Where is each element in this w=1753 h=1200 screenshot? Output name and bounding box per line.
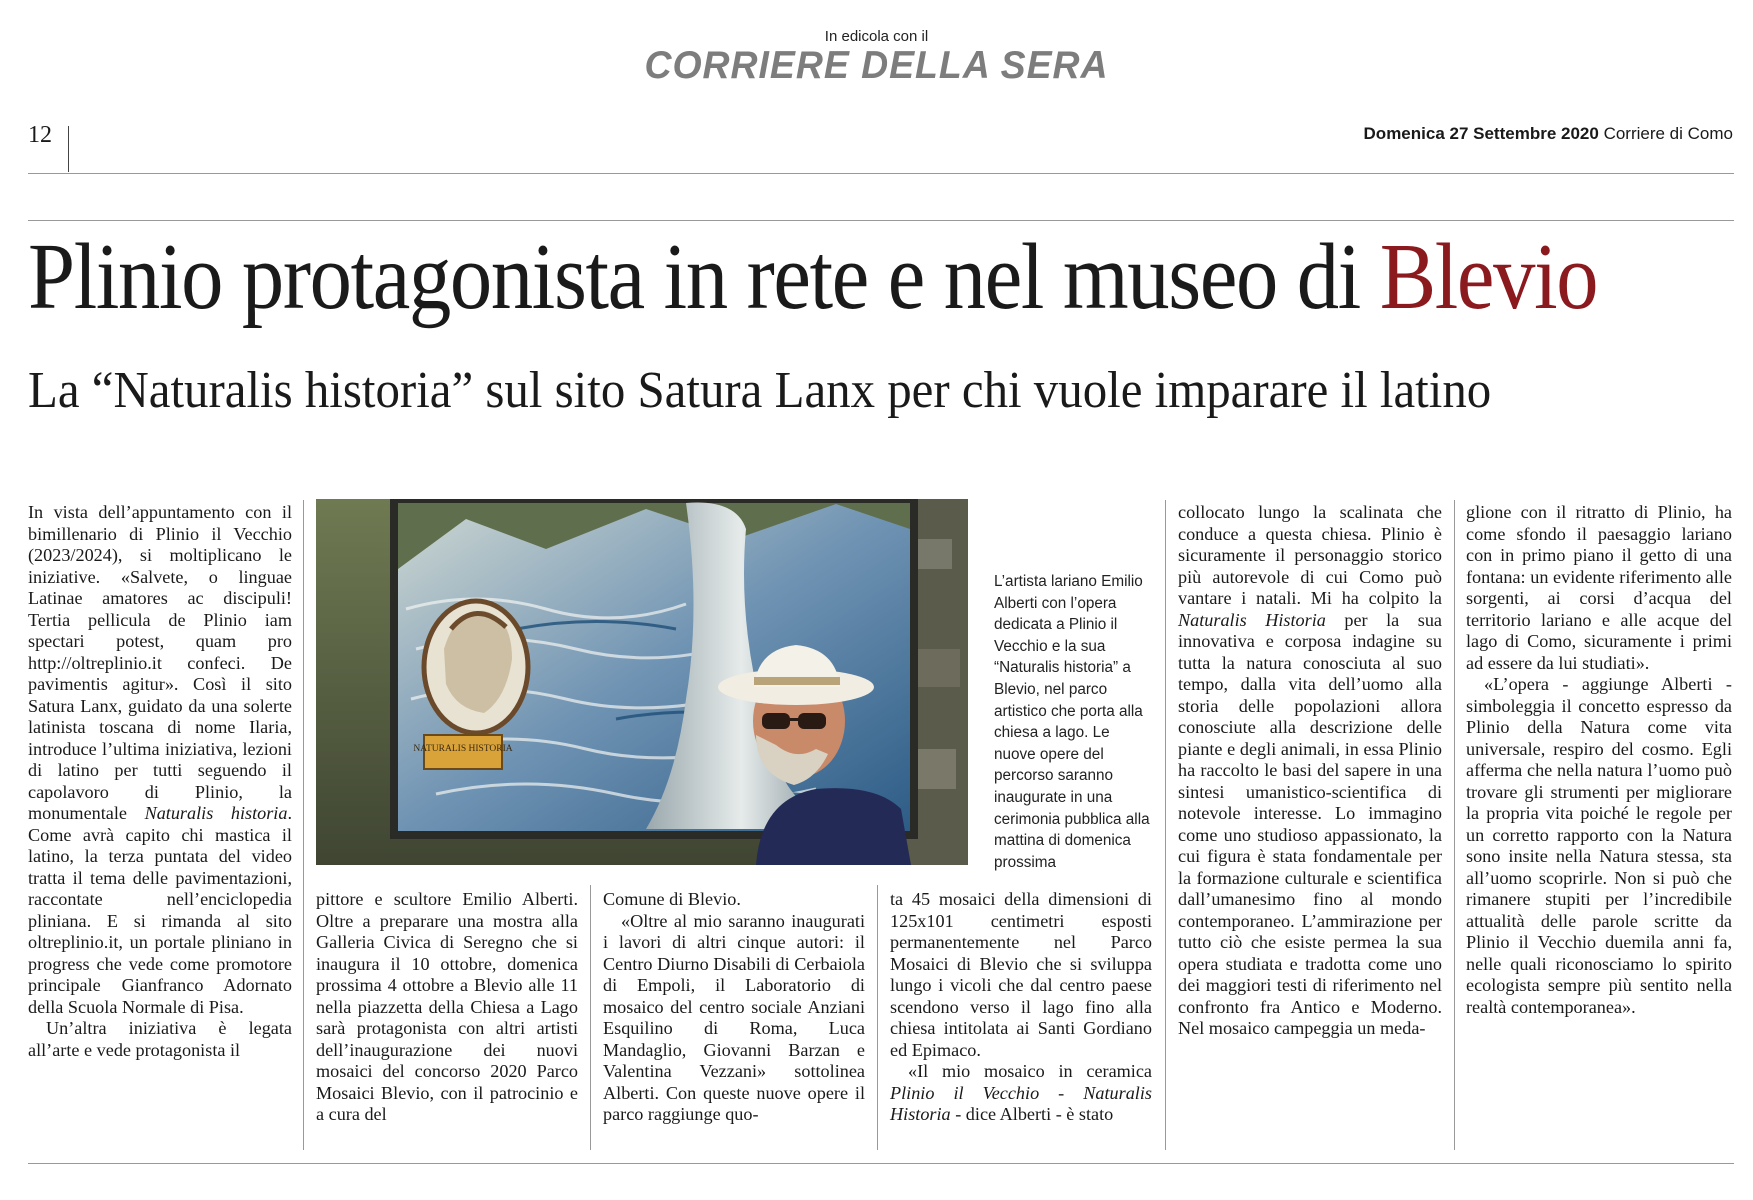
text-run: In vista dell’appuntamento con il bimillenario di Plinio il Vecchio (2023/2024), si moltiplicano le iniziative. «Salvete, o linguae Latinae amatores ac discipuli! Tertia pellicula de Plinio iam spectari potest, quam pro http://oltreplinio.it confeci. De pavimentis agitur». Così il sito Satura Lanx, guidato da una solerte latinista toscana di nome Ilaria, introduce l’ultima iniziativa, lezioni di latino per tutti seguendo il capolavoro di Plinio, la monumentale <box>28 502 292 823</box>
paragraph: Un’altra iniziativa è legata all’arte e vede protagonista il <box>28 1018 292 1060</box>
column-rule <box>1454 500 1455 1150</box>
edition-name: Corriere di Como <box>1603 124 1733 143</box>
text-run: . Come avrà capito chi mastica il latino, la terza puntata del video tratta il tema delle pavimentazioni, raccontate nell’enciclopedia pliniana. E si rimanda al sito oltreplinio.it, un portale pliniano in progress che vede come promotore principale Gianfranco Adornato della Scuola Normale di Pisa. <box>28 803 292 1017</box>
text-run: collocato lungo la scalinata che conduce a questa chiesa. Plinio è sicuramente il personaggio storico più autorevole di cui Como può vantare i natali. Mi ha colpito la <box>1178 502 1442 608</box>
paragraph: «L’opera - aggiunge Alberti - simboleggia il concetto espresso da Plinio della Natura come vita universale, respiro del cosmo. Egli afferma che nella natura l’uomo può trovare gli strumenti per migliorare la propria vita poiché le regole per un corretto rapporto con la Natura sono insite nella Natura stessa, sta all’uomo scoprirle. Non si può che rimanere stupiti per l’incredibile attualità delle parole scritte da Plinio il Vecchio duemila anni fa, nelle quali riconosciamo lo spirito ecologista sempre più sentito nella realtà contemporanea». <box>1466 674 1732 1017</box>
article-column-1 <box>28 502 292 1061</box>
page-number: 12 <box>28 122 52 148</box>
section-rule <box>28 220 1734 221</box>
paragraph: Comune di Blevio. <box>603 889 741 909</box>
text-run: per la sua innovativa e corposa indagine su tutta la natura conosciuta al suo tempo, dalla vita dell’uomo alla storia delle popolazioni allora conosciute alla descrizione delle piante e degli animali, in essa Plinio ha raccolto le basi del sapere in una sintesi umanistico-scientifica di notevole interesse. Lo immagino come uno studioso appassionato, la cui figura è stata fondamentale per la formazione culturale e scientifica dall’umanesimo fino al mondo contemporaneo. L’ammirazione per tutto ciò che esiste permea la sua opera studiata e tradotta come uno dei maggiori testi di riferimento nel confronto fra Antico e Moderno. Nel mosaico campeggia un meda- <box>1178 609 1442 1038</box>
column-rule <box>590 885 591 1150</box>
paragraph <box>890 1061 1152 1126</box>
paragraph: ta 45 mosaici della dimensioni di 125x101 centimetri esposti permanentemente nel Parco Mosaici di Blevio che si sviluppa lungo i vicoli che dal centro paese scendono verso il lago fino alla chiesa intitolata ai Santi Gordiano ed Epimaco. <box>890 889 1152 1060</box>
footer-rule <box>28 1163 1734 1164</box>
text-italic: Naturalis historia <box>144 803 288 823</box>
text-italic: Plinio il Vecchio - Naturalis Historia <box>890 1082 1152 1124</box>
article-column-6 <box>1466 502 1732 1018</box>
text-run: «Il mio mosaico in ceramica <box>908 1061 1152 1081</box>
headline <box>28 225 1598 329</box>
header-rule <box>28 173 1734 174</box>
article-column-5 <box>1178 502 1442 1040</box>
header-divider <box>68 126 69 172</box>
photo-caption: L’artista lariano Emilio Alberti con l’opera dedicata a Plinio il Vecchio e la sua “Naturalis historia” a Blevio, nel parco artistico che porta alla chiesa a lago. Le nuove opere del percorso saranno inaugurate in una cerimonia pubblica alla mattina di domenica prossima <box>994 573 1150 871</box>
newspaper-logo: CORRIERE DELLA SERA <box>644 44 1109 87</box>
paragraph: «Oltre al mio saranno inaugurati i lavori di altri cinque autori: il Centro Diurno Disabili di Cerbaiola di Empoli, il Laboratorio di mosaico del centro sociale Anziani Esquilino di Roma, Luca Mandaglio, Giovanni Barzan e Valentina Vezzani» sottolinea Alberti. Con queste nuove opere il parco raggiunge quo- <box>603 910 865 1124</box>
paragraph: glione con il ritratto di Plinio, ha come sfondo il paesaggio lariano con in primo piano il getto di una fontana: un evidente riferimento alle sorgenti, ai corsi d’acqua del territorio lariano e alle acque del lago di Como, sicuramente i primi ad essere da lui studiati». <box>1466 502 1732 673</box>
mosaic-plaque-text: NATURALIS HISTORIA <box>413 744 513 754</box>
column-rule <box>1165 500 1166 1150</box>
text-italic: Naturalis Historia <box>1178 609 1326 630</box>
paragraph: pittore e scultore Emilio Alberti. Oltre a preparare una mostra alla Galleria Civica di Seregno che si inaugura il 10 ottobre, domenica prossima 4 ottobre a Blevio alle 11 nella piazzetta della Chiesa a Lago sarà protagonista con altri artisti dell’inaugurazione dei nuovi mosaici del concorso 2020 Parco Mosaici Blevio, con il patrocinio e a cura del <box>316 889 578 1124</box>
column-rule <box>303 500 304 1150</box>
article-column-4 <box>890 889 1152 1126</box>
masthead-kicker: In edicola con il <box>824 28 929 45</box>
issue-date: Domenica 27 Settembre 2020 <box>1363 124 1599 143</box>
subheadline: La “Naturalis historia” sul sito Satura Lanx per chi vuole imparare il latino <box>28 362 1492 419</box>
article-photo <box>316 499 968 865</box>
text-run: - dice Alberti - è stato <box>950 1104 1114 1124</box>
mosaic-photo-illustration <box>316 499 968 865</box>
column-rule <box>877 885 878 1150</box>
paragraph <box>28 502 292 1018</box>
headline-accent: Blevio <box>1379 225 1598 329</box>
article-column-3 <box>603 889 865 1126</box>
article-column-2 <box>316 889 578 1126</box>
paragraph <box>1178 502 1442 1040</box>
dateline <box>1364 124 1733 144</box>
headline-main: Plinio protagonista in rete e nel museo di <box>28 225 1380 329</box>
